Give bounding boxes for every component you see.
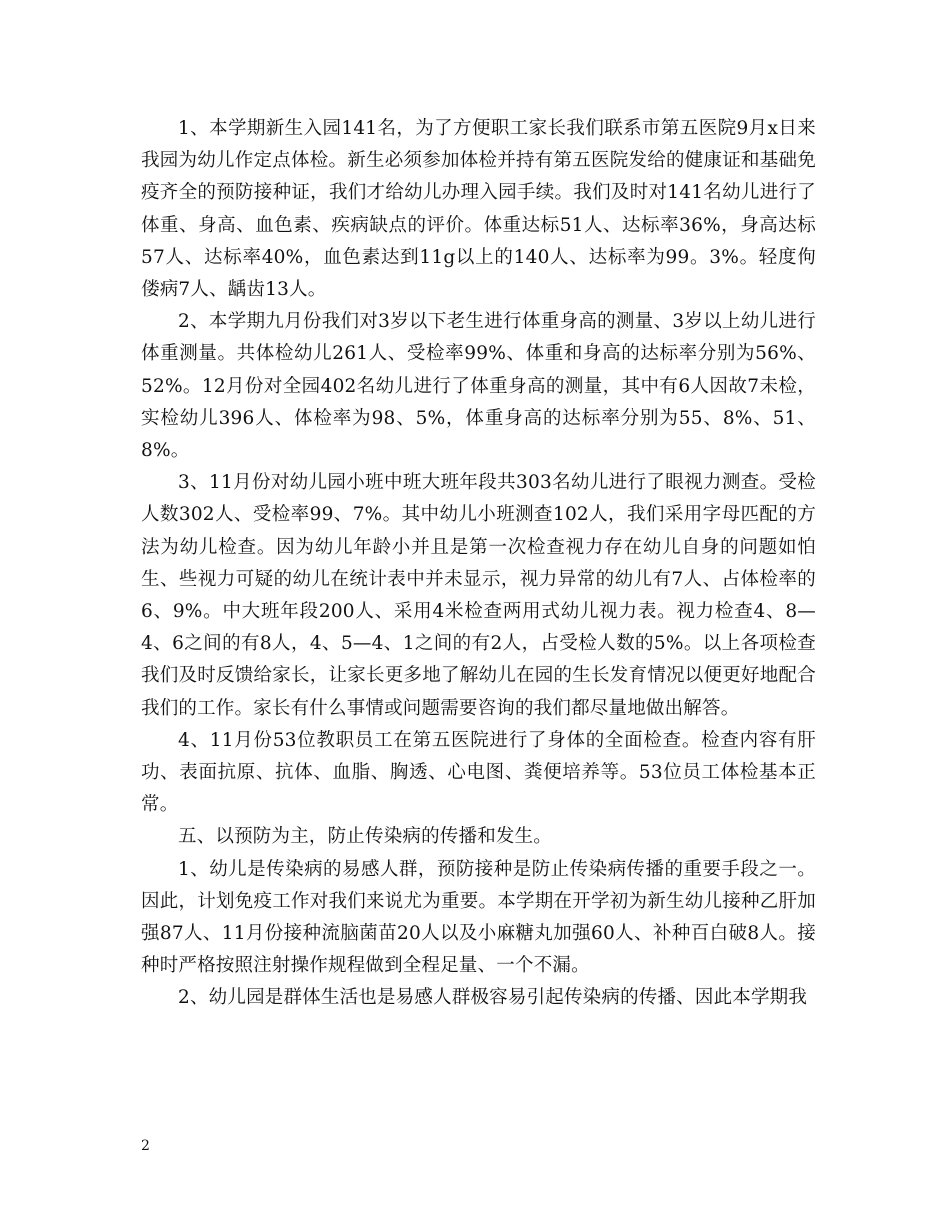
section-heading-5: 五、以预防为主，防止传染病的传播和发生。 (178, 826, 553, 848)
paragraph-3: 3、11月份对幼儿园小班中班大班年段共303名幼儿进行了眼视力测查。受检人数302人、受检率99、7%。其中幼儿小班测查102人，我们采用字母匹配的方法为幼儿检查。因为幼儿年龄小并且是第一次检查视力存在幼儿自身的问题如怕生、些视力可疑的幼儿在统计表中并未显示，视力异常的幼儿有7人、占体检率的6、9%。中大班年段200人、采用4米检查两用式幼儿视力表。视力检查4、8—4、6之间的有8人，4、5—4、1之间的有2人，占受检人数的5%。以上各项检查我们及时反馈给家长，让家长更多地了解幼儿在园的生长发育情况以便更好地配合我们的工作。家长有什么事情或问题需要咨询的我们都尽量地做出解答。 (141, 472, 816, 719)
page-number: 2 (141, 1138, 150, 1154)
paragraph-7: 2、幼儿园是群体生活也是易感人群极容易引起传染病的传播、因此本学期我 (178, 987, 808, 1009)
paragraph-1: 1、本学期新生入园141名，为了方便职工家长我们联系市第五医院9月x日来我园为幼儿作定点体检。新生必须参加体检并持有第五医院发给的健康证和基础免疫齐全的预防接种证，我们才给幼儿办理入园手续。我们及时对141名幼儿进行了体重、身高、血色素、疾病缺点的评价。体重达标51人、达标率36%，身高达标57人、达标率40%，血色素达到11g以上的140人、达标率为99。3%。轻度佝偻病7人、龋齿13人。 (141, 118, 816, 301)
paragraph-4: 4、11月份53位教职员工在第五医院进行了身体的全面检查。检查内容有肝功、表面抗原、抗体、血脂、胸透、心电图、粪便培养等。53位员工体检基本正常。 (141, 729, 816, 816)
paragraph-6: 1、幼儿是传染病的易感人群，预防接种是防止传染病传播的重要手段之一。因此，计划免疫工作对我们来说尤为重要。本学期在开学初为新生幼儿接种乙肝加强87人、11月份接种流脑菌苗20人以及小麻糖丸加强60人、补种百白破8人。接种时严格按照注射操作规程做到全程足量、一个不漏。 (141, 858, 816, 977)
paragraph-2: 2、本学期九月份我们对3岁以下老生进行体重身高的测量、3岁以上幼儿进行体重测量。共体检幼儿261人、受检率99%、体重和身高的达标率分别为56%、52%。12月份对全园402名幼儿进行了体重身高的测量，其中有6人因故7未检，实检幼儿396人、体检率为98、5%，体重身高的达标率分别为55、8%、51、8%。 (141, 311, 816, 462)
document-body (141, 113, 816, 1015)
